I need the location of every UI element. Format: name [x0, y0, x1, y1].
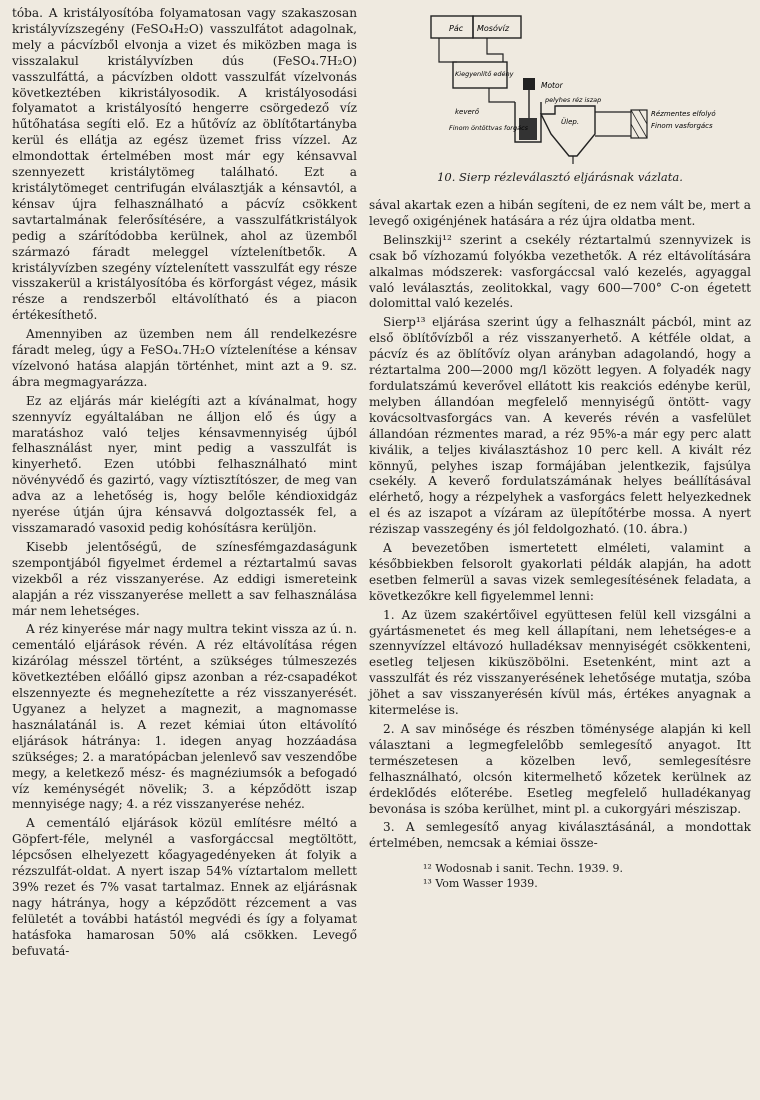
settling-vessel: [541, 106, 595, 156]
paragraph: A bevezetőben ismertetett elméleti, valamint a későbbiekben felsorolt gyakorlati példák alapján, ha adott esetben felmerül a savas vizek semlegesítésének feladata, a következőkre kell figyelemmel lenni:: [369, 541, 751, 603]
label-tank1: Pác: [449, 24, 464, 33]
label-stirrer: keverő: [455, 108, 479, 116]
label-motor: Motor: [541, 81, 563, 90]
paragraph: sával akartak ezen a hibán segíteni, de ez nem vált be, mert a levegő oxigénjének hatására a réz újra oldatba ment.: [369, 198, 751, 228]
right-text: [369, 198, 751, 852]
paragraph: 2. A sav minősége és részben töménysége alapján ki kell választani a legmegfelelőbb semlegesítő anyagot. Itt természetesen a közelben levő, semlegesítésre felhasználható, olcsón kitermelhető kőzetek kerülnek az érdeklődés előterébe. Esetleg megfelelő hulladékanyag bevonása is szóba kerülhet, mint pl. a cukorgyári mésziszap.: [369, 722, 751, 816]
figure-caption: 10. Sierp rézleválasztó eljárásnak vázlata.: [437, 170, 683, 184]
paragraph: 3. A semlegesítő anyag kiválasztásánál, a mondottak értelmében, nemcsak a kémiai össze-: [369, 820, 751, 851]
paragraph: Sierp¹³ eljárása szerint úgy a felhasznált pácból, mint az első öblítővízből a réz visszanyerhető. A kétféle oldat, a pácvíz és az öblítővíz olyan arányban adagolandó, hogy a réztartalma 200—2000 mg/l között legyen. A folyadék nagy fordulatszámú keverővel ellátott kis reakciós edénybe kerül, melyben állandóan megfelelő mennyiségű öntött- vagy kovácsoltvasforgács van. A keverés révén a vasfelület állandóan rézmentes marad, a réz 95%-a már egy perc alatt kiválik, a teljes kiválasztáshoz 10 perc kell. A kivált réz könnyű, pelyhes iszap formájában jelentkezik, fajsúlya csekély. A keverő fordulatszámának helyes beállításával elérhető, hogy a rézpelyhek a vasforgács felett helyezkednek el és az iszapot a vízáram az ülepítőtérbe mossa. A nyert réziszap vasszegény és jól feldolgozható. (10. ábra.): [369, 315, 751, 537]
figure-10: [369, 6, 751, 184]
label-fine: Finom vasforgács: [651, 122, 713, 130]
right-column: [369, 6, 751, 891]
label-vessel: Ülep.: [561, 118, 580, 126]
left-column: [12, 6, 357, 959]
paragraph: A cementáló eljárások közül említésre méltó a Göpfert-féle, melynél a vasforgáccsal megtöltött, lépcsősen elhelyezett kőagyagedényeken át folyik a rézszulfát-oldat. A nyert iszap 54% víztartalom mellett 39% rezet és 7% vasat tartalmaz. Ennek az eljárásnak nagy hátránya, hogy a képződött rézcement a vas felületét a további hatástól megvédi és így a folyamat hatásfoka hamarosan 50% alá csökken. Levegő befuvatá-: [12, 816, 357, 958]
paragraph: 1. Az üzem szakértőivel együttesen felül kell vizsgálni a gyártásmenetet és meg kell állapítani, nem lehetséges-e a szennyvízzel eltávozó hulladéksav mennyiségét csökkenteni, esetleg teljesen kiküszöbölni. Esetenként, mint azt a vasszulfát és réz visszanyerésének lehetősége mutatja, szóba jöhet a sav visszanyerésén kívül más, értékes anyagnak a kitermelése is.: [369, 607, 751, 718]
paragraph: tóba. A kristályosítóba folyamatosan vagy szakaszosan kristályvízszegény (FeSO₄H₂O) vasszulfátot adagolnak, mely a pácvízből elvonja a vizet és miközben maga is visszalakul kristályvízben dús (FeSO₄.7H₂O) vasszulfáttá, a pácvízben oldott vasszulfát vízelvonás következtében kikristályosodik. A kristályosodási folyamatot a kristályosító hengerre csörgedező víz hűtőhatása segíti elő. Ez a hűtővíz az öblítőtartányba kerül és ellátja az egész üzemet friss vízzel. Az elmondottak értelmében most már egy kénsavval szennyezett kristálytömeg található. Ezt a kristálytömeget centrifugán elválasztják a kénsavtól, a kénsav újra felhasználható a pácvíz csökkent savtartalmának felerősítésére, a vasszulfátkristályok pedig a szárítódobba kerülnek, ahol az üzemből származó fáradt meleggel víztelenítbetők. A kristályvízben szegény víztelenített vasszulfát egy része visszakerül a kristályosítóba és körforgást végez, másik része a rendszerből eltávolítható és a piacon értékesíthető.: [12, 6, 357, 323]
label-slurry: pelyhes réz iszap: [545, 96, 602, 104]
paragraph: Kisebb jelentőségű, de színesfémgazdaságunk szempontjából figyelmet érdemel a réztartalmú savas vizekből a réz visszanyerése. Az eddigi ismereteink alapján a réz visszanyerése mellett a sav felhasználása már nem lehetséges.: [12, 539, 357, 618]
paragraph: Belinszkij¹² szerint a csekély réztartalmú szennyvizek is csak bő vízhozamú folyókba vezethetők. A réz eltávolítására alkalmas módszerek: vasforgáccsal való kezelés, agyaggal való leválasztás, zeolitokkal, vagy 600—700° C-on égetett dolomittal való kezelés.: [369, 232, 751, 311]
motor-icon: [523, 78, 535, 90]
sierp-process-diagram: [369, 6, 751, 166]
label-mixer: Kiegyenlítő edény: [455, 70, 514, 78]
footnotes: [369, 862, 751, 891]
label-drain: Rézmentes elfolyó: [651, 110, 716, 118]
paragraph: A réz kinyerése már nagy multra tekint vissza az ú. n. cementáló eljárások révén. A réz eltávolítása régen kizárólag mésszel történt, a szükséges túlmeszezés következtében előálló gipsz azonban a réz-csapadékot elszennyezte és megnehezítette a réz visszanyerését. Ugyanez a helyzet a magnezit, a magnomasse használatánál is. A rezet kémiai úton eltávolító eljárások hátránya: 1. idegen anyag hozzáadása szükséges; 2. a maratópácban jelenlevő sav veszendőbe megy, a keletkező mész- és magnéziumsók a befogadó víz keménységét növelik; 3. a képződött iszap mennyisége nagy; 4. a réz visszanyerése nehéz.: [12, 622, 357, 812]
label-tank2: Mosóvíz: [477, 24, 510, 33]
paragraph: Ez az eljárás már kielégíti azt a kívánalmat, hogy szennyvíz egyáltalában ne álljon elő és úgy a maratáshoz való teljes kénsavmennyiség újból felhasználást nyer, mint pedig a vasszulfát is kinyerhető. Ezen utóbbi felhasználható mint növényvédő és gazirtó, vagy víztisztítószer, de meg van adva az a lehetőség is, hogy belőle kéndioxidgáz nyerése útján újra kénsavvá dolgoztassék fel, a visszamaradó vasoxid pedig kohósításra kerüljön.: [12, 393, 357, 535]
footnote-13: ¹³ Vom Wasser 1939.: [423, 876, 538, 890]
label-chips: Finom öntöttvas forgács: [449, 124, 529, 132]
footnote-12: ¹² Wodosnab i sanit. Techn. 1939. 9.: [423, 862, 624, 876]
paragraph: Amennyiben az üzemben nem áll rendelkezésre fáradt meleg, úgy a FeSO₄.7H₂O víztelenítése a kénsav vízelvonó hatása alapján történhet, mint azt a 9. sz. ábra megmagyarázza.: [12, 327, 357, 389]
